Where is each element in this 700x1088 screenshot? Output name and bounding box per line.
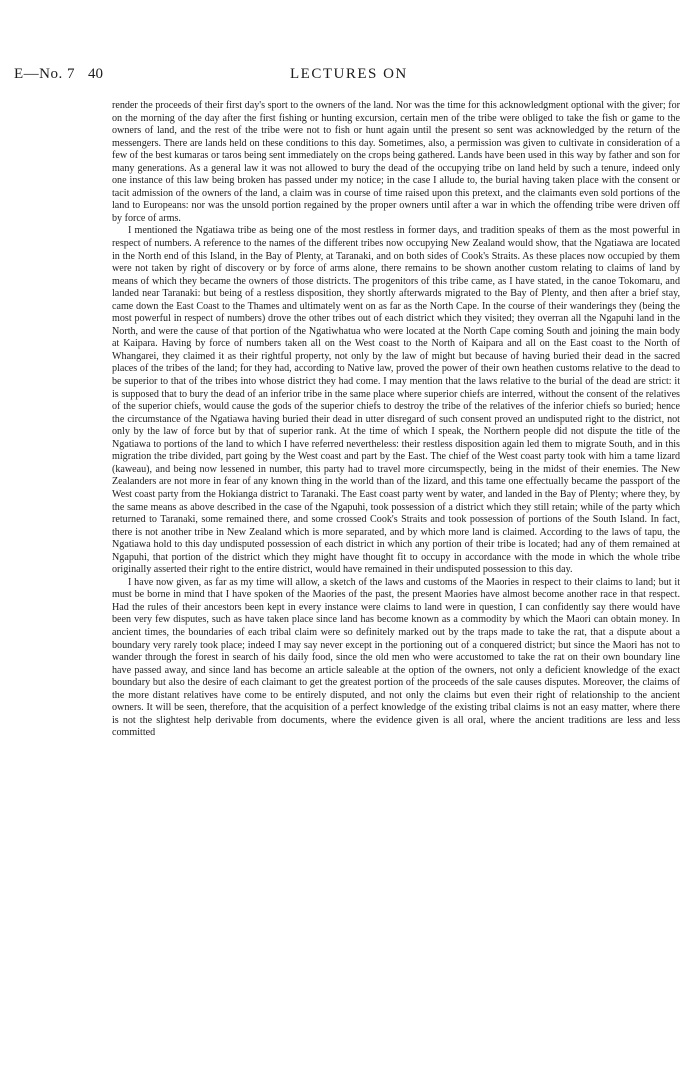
- page-number: 40: [88, 66, 103, 82]
- paragraph-continued: render the proceeds of their first day's sport to the owners of the land. Nor was the time for this acknowledgment optional with the giver; for on the morning of the day after the first fishing or hunting excursion, certain men of the tribe were obliged to take the fish or game to the owners of land, and the rest of the tribe were not to fish or hunt again until the present so sent was acknowledged by the return of the messengers. There are lands held on these conditions to this day. Sometimes, also, a permission was given to cultivate in consideration of a few of the best kumaras or taros being sent immediately on the crops being gathered. Lands have been used in this way by father and son for many generations. As a general law it was not allowed to bury the dead of the occupying tribe on land held by such a tenure, indeed only one instance of this law being broken has passed under my notice; in the case I allude to, the burial having taken place with the consent or tacit admission of the owners of the land, a claim was in course of time raised upon this pretext, and the claimants even sold portions of the land to Europeans: nor was the unsold portion regained by the proper owners until after a war in which the offending tribe were driven off by force of arms.: [112, 100, 680, 224]
- running-title: LECTURES ON: [290, 66, 408, 82]
- paragraph-conclusion: I have now given, as far as my time will allow, a sketch of the laws and customs of the Maories in respect to their claims to land; but it must be borne in mind that I have spoken of the Maories of the past, the present Maories have almost become another race in that respect. Had the rules of their ancestors been kept in every instance were claims to land were in question, I can confidently say there would have been very few disputes, such as have taken place since land has become known as a commodity by which the Maori can obtain money. In ancient times, the boundaries of each tribal claim were so definitely marked out by the traps made to take the rat, that a dispute about a boundary very rarely took place; indeed I may say never except in the portioning out of a conquered district; but since the Maori has not to wander through the forest in search of his daily food, since the old men who were accustomed to take the rat on their own boundary line have passed away, and since land has become an article saleable at the option of the owners, not only a deficient knowledge of the exact boundary but also the desire of each claimant to get the greatest portion of the proceeds of the sale causes disputes. Moreover, the claims of the more distant relatives have come to be entirely disputed, and not only the claims but even their right of relationship to the ancient owners. It will be seen, therefore, that the acquisition of a perfect knowledge of the existing tribal claims is not an easy matter, where there is not the slightest help derivable from documents, where the evidence given is all oral, where the ancient traditions are less and less committed: [112, 576, 680, 739]
- document-reference: E—No. 7: [14, 66, 75, 82]
- page-header: [0, 66, 700, 88]
- body-text: [112, 100, 680, 740]
- paragraph-ngatiawa: I mentioned the Ngatiawa tribe as being one of the most restless in former days, and tradition speaks of them as the most powerful in respect of numbers. A reference to the names of the different tribes now occupying New Zealand would show, that the Ngatiawa are located in the North end of this Island, in the Bay of Plenty, at Taranaki, and on both sides of Cook's Straits. As these places now occupied by them were not taken by right of discovery or by force of arms alone, there remains to be shown another custom relating to claims of land by means of which they became the owners of those districts. The progenitors of this tribe came, as I have stated, in the canoe Tokomaru, and landed near Taranaki: but being of a restless disposition, they shortly afterwards migrated to the Bay of Plenty, and then after a brief stay, came down the East Coast to the Thames and ultimately went on as far as the North Cape. In the course of their wanderings they (being the most powerful in respect of numbers) drove the other tribes out of each district which they visited; they overran all the Ngapuhi land in the North, and were the cause of that portion of the Ngatiwhatua who were located at the North Cape coming South and joining the main body at Kaipara. Having by force of numbers taken all on the West coast to the North of Kaipara and all on the East coast to the North of Whangarei, they claimed it as their rightful property, not only by the law of might but because of having buried their dead in the sacred places of the tribes of the land; for they had, according to Native law, proved the power of their own heathen customs relative to the dead to be superior to that of the tribes into whose district they had come. I may mention that the laws relative to the burial of the dead are strict: it is supposed that to bury the dead of an inferior tribe in the same place where superior chiefs are interred, without the consent of the relatives of the superior chiefs, would cause the gods of the superior chiefs to destroy the tribe of the relatives of the inferior chiefs so buried; hence the circumstance of the Ngatiawa having buried their dead in utter disregard of such consent proved an undisputed right to the district, not only by the law of force but by that of superior rank. At the time of which I speak, the Northern people did not dispute the title of the Ngatiawa to portions of the land to which I have referred nevertheless: their restless disposition again led them to migrate South, and in this migration the tribe divided, part going by the West coast and part by the East. The chief of the West coast party took with him a tame lizard (kaweau), and being now lessened in number, this party had to travel more circumspectly, being in the midst of their enemies. The New Zealanders are not more in fear of any known thing in the world than of the lizard, and this tame one effectually became the passport of the West coast party from the Hokianga district to Taranaki. The East coast party went by water, and landed in the Bay of Plenty; where they, by the same means as above described in the case of the Ngapuhi, took possession of a district which they still retain; while of the party which returned to Taranaki, some remained there, and some crossed Cook's Straits and took possession of portions of the South Island. In fact, there is not another tribe in New Zealand which is more separated, and by which more land is claimed. According to the laws of tapu, the Ngatiawa hold to this day undisputed possession of each district in which any portion of their tribe is located; had any of them remained at Ngapuhi, that portion of the district which they might have thought fit to occupy in accordance with the mode in which the whole tribe originally asserted their right to the entire district, would have remained in their undisputed possession to this day.: [112, 225, 680, 576]
